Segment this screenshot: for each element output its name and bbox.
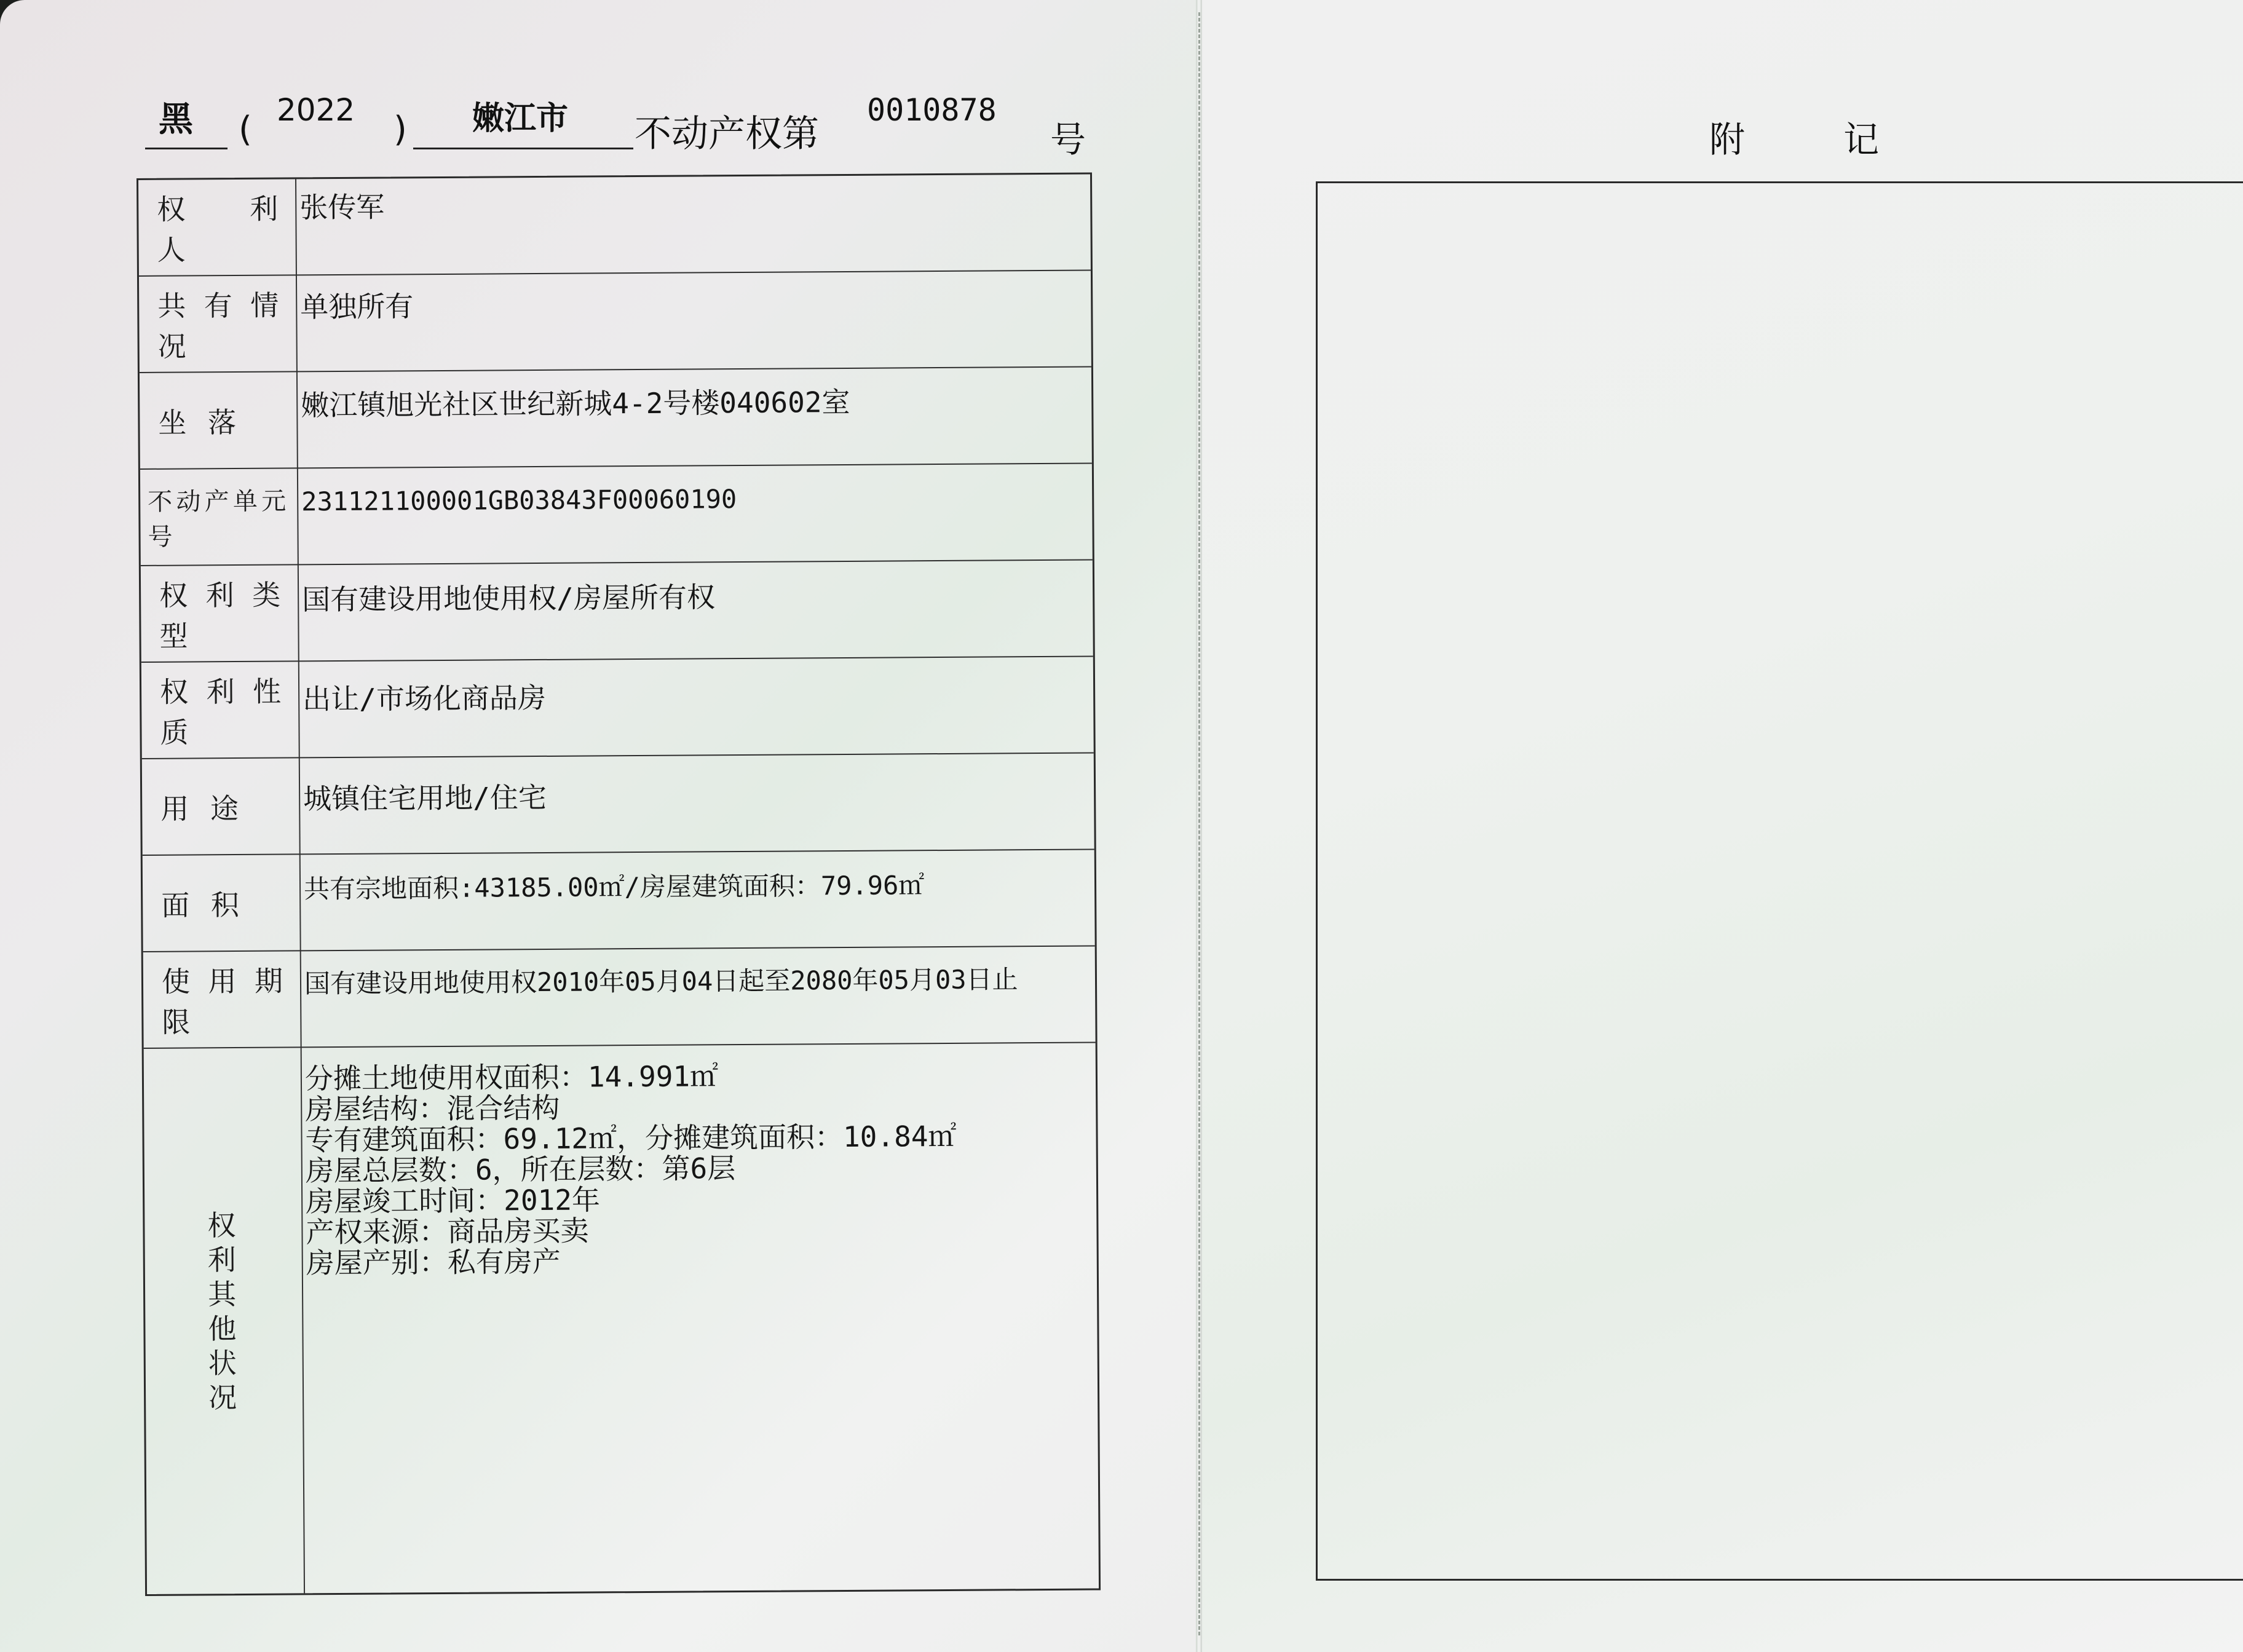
field-label: 权利类型 bbox=[159, 578, 287, 653]
note-line: 产权来源：商品房买卖 bbox=[306, 1214, 589, 1249]
label-char: 他 bbox=[208, 1312, 237, 1346]
header-underline-2 bbox=[413, 148, 633, 149]
table-row bbox=[140, 464, 1093, 566]
field-label: 共有情况 bbox=[157, 288, 285, 363]
note-line: 房屋总层数：6，所在层数：第6层 bbox=[305, 1152, 736, 1188]
field-label: 不动产单元号 bbox=[148, 487, 287, 551]
field-value-ownership: 单独所有 bbox=[300, 290, 414, 324]
table-row bbox=[141, 657, 1094, 759]
header-city: 嫩江市 bbox=[472, 100, 569, 137]
header-paren-open: ( bbox=[239, 109, 252, 149]
label-char: 状 bbox=[208, 1346, 237, 1380]
field-value-term: 国有建设用地使用权2010年05月04日起至2080年05月03日止 bbox=[304, 964, 1018, 999]
field-value-right-type: 国有建设用地使用权/房屋所有权 bbox=[302, 580, 716, 617]
note-line: 专有建筑面积：69.12㎡，分摊建筑面积：10.84㎡ bbox=[305, 1119, 957, 1157]
field-value-owner: 张传军 bbox=[299, 190, 385, 224]
header-province: 黑 bbox=[159, 100, 193, 140]
field-label: 权 利 人 bbox=[157, 192, 285, 267]
label-char: 况 bbox=[208, 1381, 237, 1415]
other-status-notes bbox=[305, 1059, 1091, 1279]
field-label: 用 途 bbox=[160, 791, 245, 826]
table-row bbox=[141, 561, 1093, 663]
table-row bbox=[143, 850, 1095, 952]
spine-stitching bbox=[1198, 12, 1201, 1635]
field-label: 面 积 bbox=[161, 888, 246, 922]
note-line: 房屋竣工时间：2012年 bbox=[306, 1183, 601, 1219]
header-underline-1 bbox=[145, 148, 227, 149]
field-value-usage: 城镇住宅用地/住宅 bbox=[303, 780, 547, 816]
table-row bbox=[142, 754, 1094, 856]
header-cert-text: 不动产权第 bbox=[635, 113, 819, 156]
other-status-label bbox=[194, 1208, 250, 1415]
header-paren-close: ) bbox=[394, 109, 407, 149]
table-row bbox=[138, 175, 1091, 277]
field-value-area: 共有宗地面积:43185.00㎡/房屋建筑面积：79.96㎡ bbox=[303, 870, 925, 904]
header-year: 2022 bbox=[277, 92, 355, 128]
header-suffix: 号 bbox=[1050, 119, 1086, 160]
field-label: 坐 落 bbox=[158, 405, 243, 440]
field-value-unit-number: 231121100001GB03843F00060190 bbox=[301, 484, 737, 517]
certificate-table bbox=[136, 173, 1101, 1596]
label-char: 权 bbox=[207, 1209, 236, 1243]
table-row bbox=[140, 368, 1092, 470]
table-row-other bbox=[144, 1043, 1099, 1594]
field-value-location: 嫩江镇旭光社区世纪新城4-2号楼040602室 bbox=[301, 385, 850, 422]
attachment-title: 附记 bbox=[1709, 119, 1978, 160]
field-label: 权利性质 bbox=[159, 674, 288, 749]
field-label: 使用期限 bbox=[161, 964, 290, 1039]
label-char: 利 bbox=[207, 1243, 236, 1277]
label-char: 其 bbox=[207, 1278, 237, 1311]
table-row bbox=[139, 271, 1091, 373]
note-line: 房屋结构：混合结构 bbox=[305, 1091, 560, 1126]
header-number: 0010878 bbox=[867, 92, 997, 128]
field-value-right-nature: 出让/市场化商品房 bbox=[303, 681, 547, 716]
table-row bbox=[143, 947, 1096, 1049]
note-line: 房屋产别：私有房产 bbox=[306, 1244, 561, 1280]
attachment-box bbox=[1316, 181, 2243, 1581]
note-line: 分摊土地使用权面积：14.991㎡ bbox=[304, 1059, 719, 1096]
